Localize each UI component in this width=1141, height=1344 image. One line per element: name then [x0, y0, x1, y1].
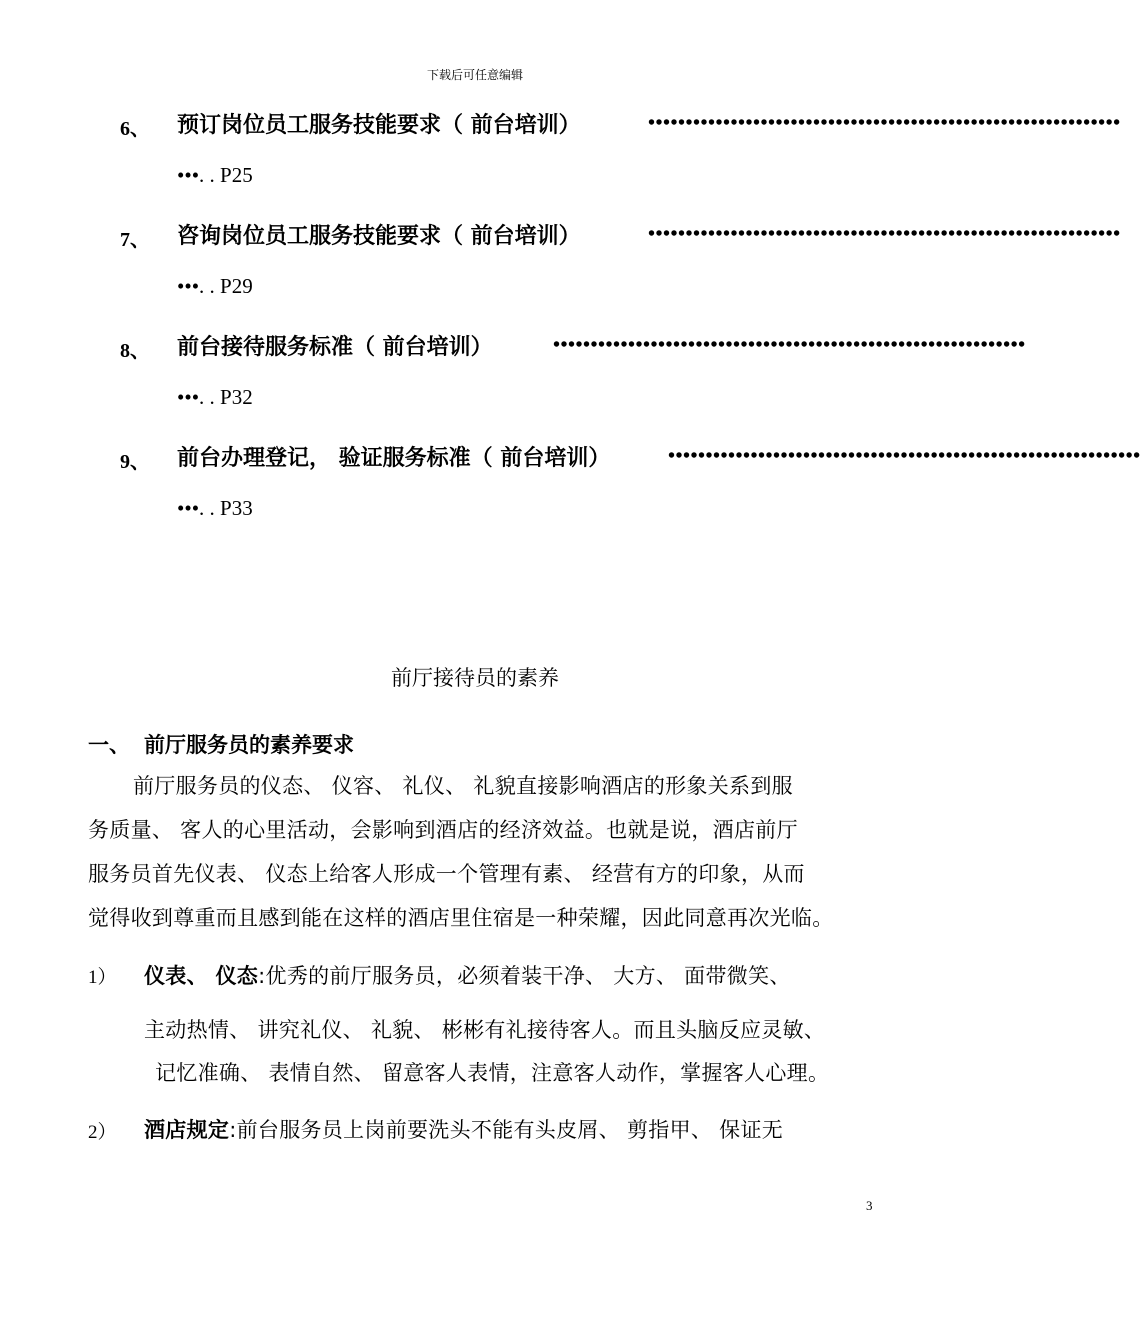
list-item-number: 2） [88, 1122, 117, 1143]
toc-dot-leader: ••••••••••••••••••••••••••••••••••••••••••••••••••••••••••••••• [648, 223, 1121, 245]
list-item-text: 优秀的前厅服务员，必须着装干净、 大方、 面带微笑、 [265, 964, 791, 988]
list-item-label: 酒店规定 [144, 1118, 230, 1142]
intro-line: 觉得收到尊重而且感到能在这样的酒店里住宿是一种荣耀，因此同意再次光临。 [88, 906, 834, 930]
section-title: 前厅接待员的素养 [391, 666, 559, 690]
toc-page-ref: •••. . P33 [177, 496, 253, 520]
list-item [144, 960, 791, 990]
toc-title: 预订岗位员工服务技能要求（ 前台培训） [177, 113, 581, 138]
intro-line: 前厅服务员的仪态、 仪容、 礼仪、 礼貌直接影响酒店的形象关系到服 [133, 774, 793, 798]
list-item [144, 1114, 783, 1144]
list-item-text: 前台服务员上岗前要洗头不能有头皮屑、 剪指甲、 保证无 [236, 1118, 784, 1142]
toc-page-ref: •••. . P25 [177, 163, 253, 187]
list-item-colon: : [258, 964, 266, 988]
toc-title: 前台接待服务标准（ 前台培训） [177, 335, 493, 360]
toc-page-ref: •••. . P32 [177, 385, 253, 409]
toc-page-ref: •••. . P29 [177, 274, 253, 298]
toc-number: 9、 [120, 451, 150, 473]
heading-text: 前厅服务员的素养要求 [144, 733, 354, 757]
list-item-continuation: 记忆准确、 表情自然、 留意客人表情，注意客人动作，掌握客人心理。 [155, 1061, 830, 1085]
toc-dot-leader: ••••••••••••••••••••••••••••••••••••••••••••••••••••••••••••••• [553, 334, 1026, 356]
toc-dot-leader: ••••••••••••••••••••••••••••••••••••••••••••••••••••••••••••••• [668, 445, 1141, 467]
list-item-colon: : [229, 1118, 237, 1142]
header-note: 下载后可任意编辑 [426, 68, 523, 82]
toc-dot-leader: ••••••••••••••••••••••••••••••••••••••••••••••••••••••••••••••• [648, 112, 1121, 134]
intro-line: 服务员首先仪表、 仪态上给客人形成一个管理有素、 经营有方的印象，从而 [88, 862, 805, 886]
toc-title: 咨询岗位员工服务技能要求（ 前台培训） [177, 224, 581, 249]
toc-title: 前台办理登记， 验证服务标准（ 前台培训） [177, 446, 611, 471]
toc-number: 6、 [120, 118, 150, 140]
list-item-continuation: 主动热情、 讲究礼仪、 礼貌、 彬彬有礼接待客人。而且头脑反应灵敏、 [144, 1018, 826, 1042]
heading-number: 一、 [88, 733, 130, 757]
toc-number: 8、 [120, 340, 150, 362]
toc-number: 7、 [120, 229, 150, 251]
list-item-label: 仪表、 仪态 [144, 964, 259, 988]
list-item-number: 1） [88, 967, 117, 988]
intro-line: 务质量、 客人的心里活动，会影响到酒店的经济效益。也就是说，酒店前厅 [88, 818, 798, 842]
page-number: 3 [866, 1198, 873, 1213]
